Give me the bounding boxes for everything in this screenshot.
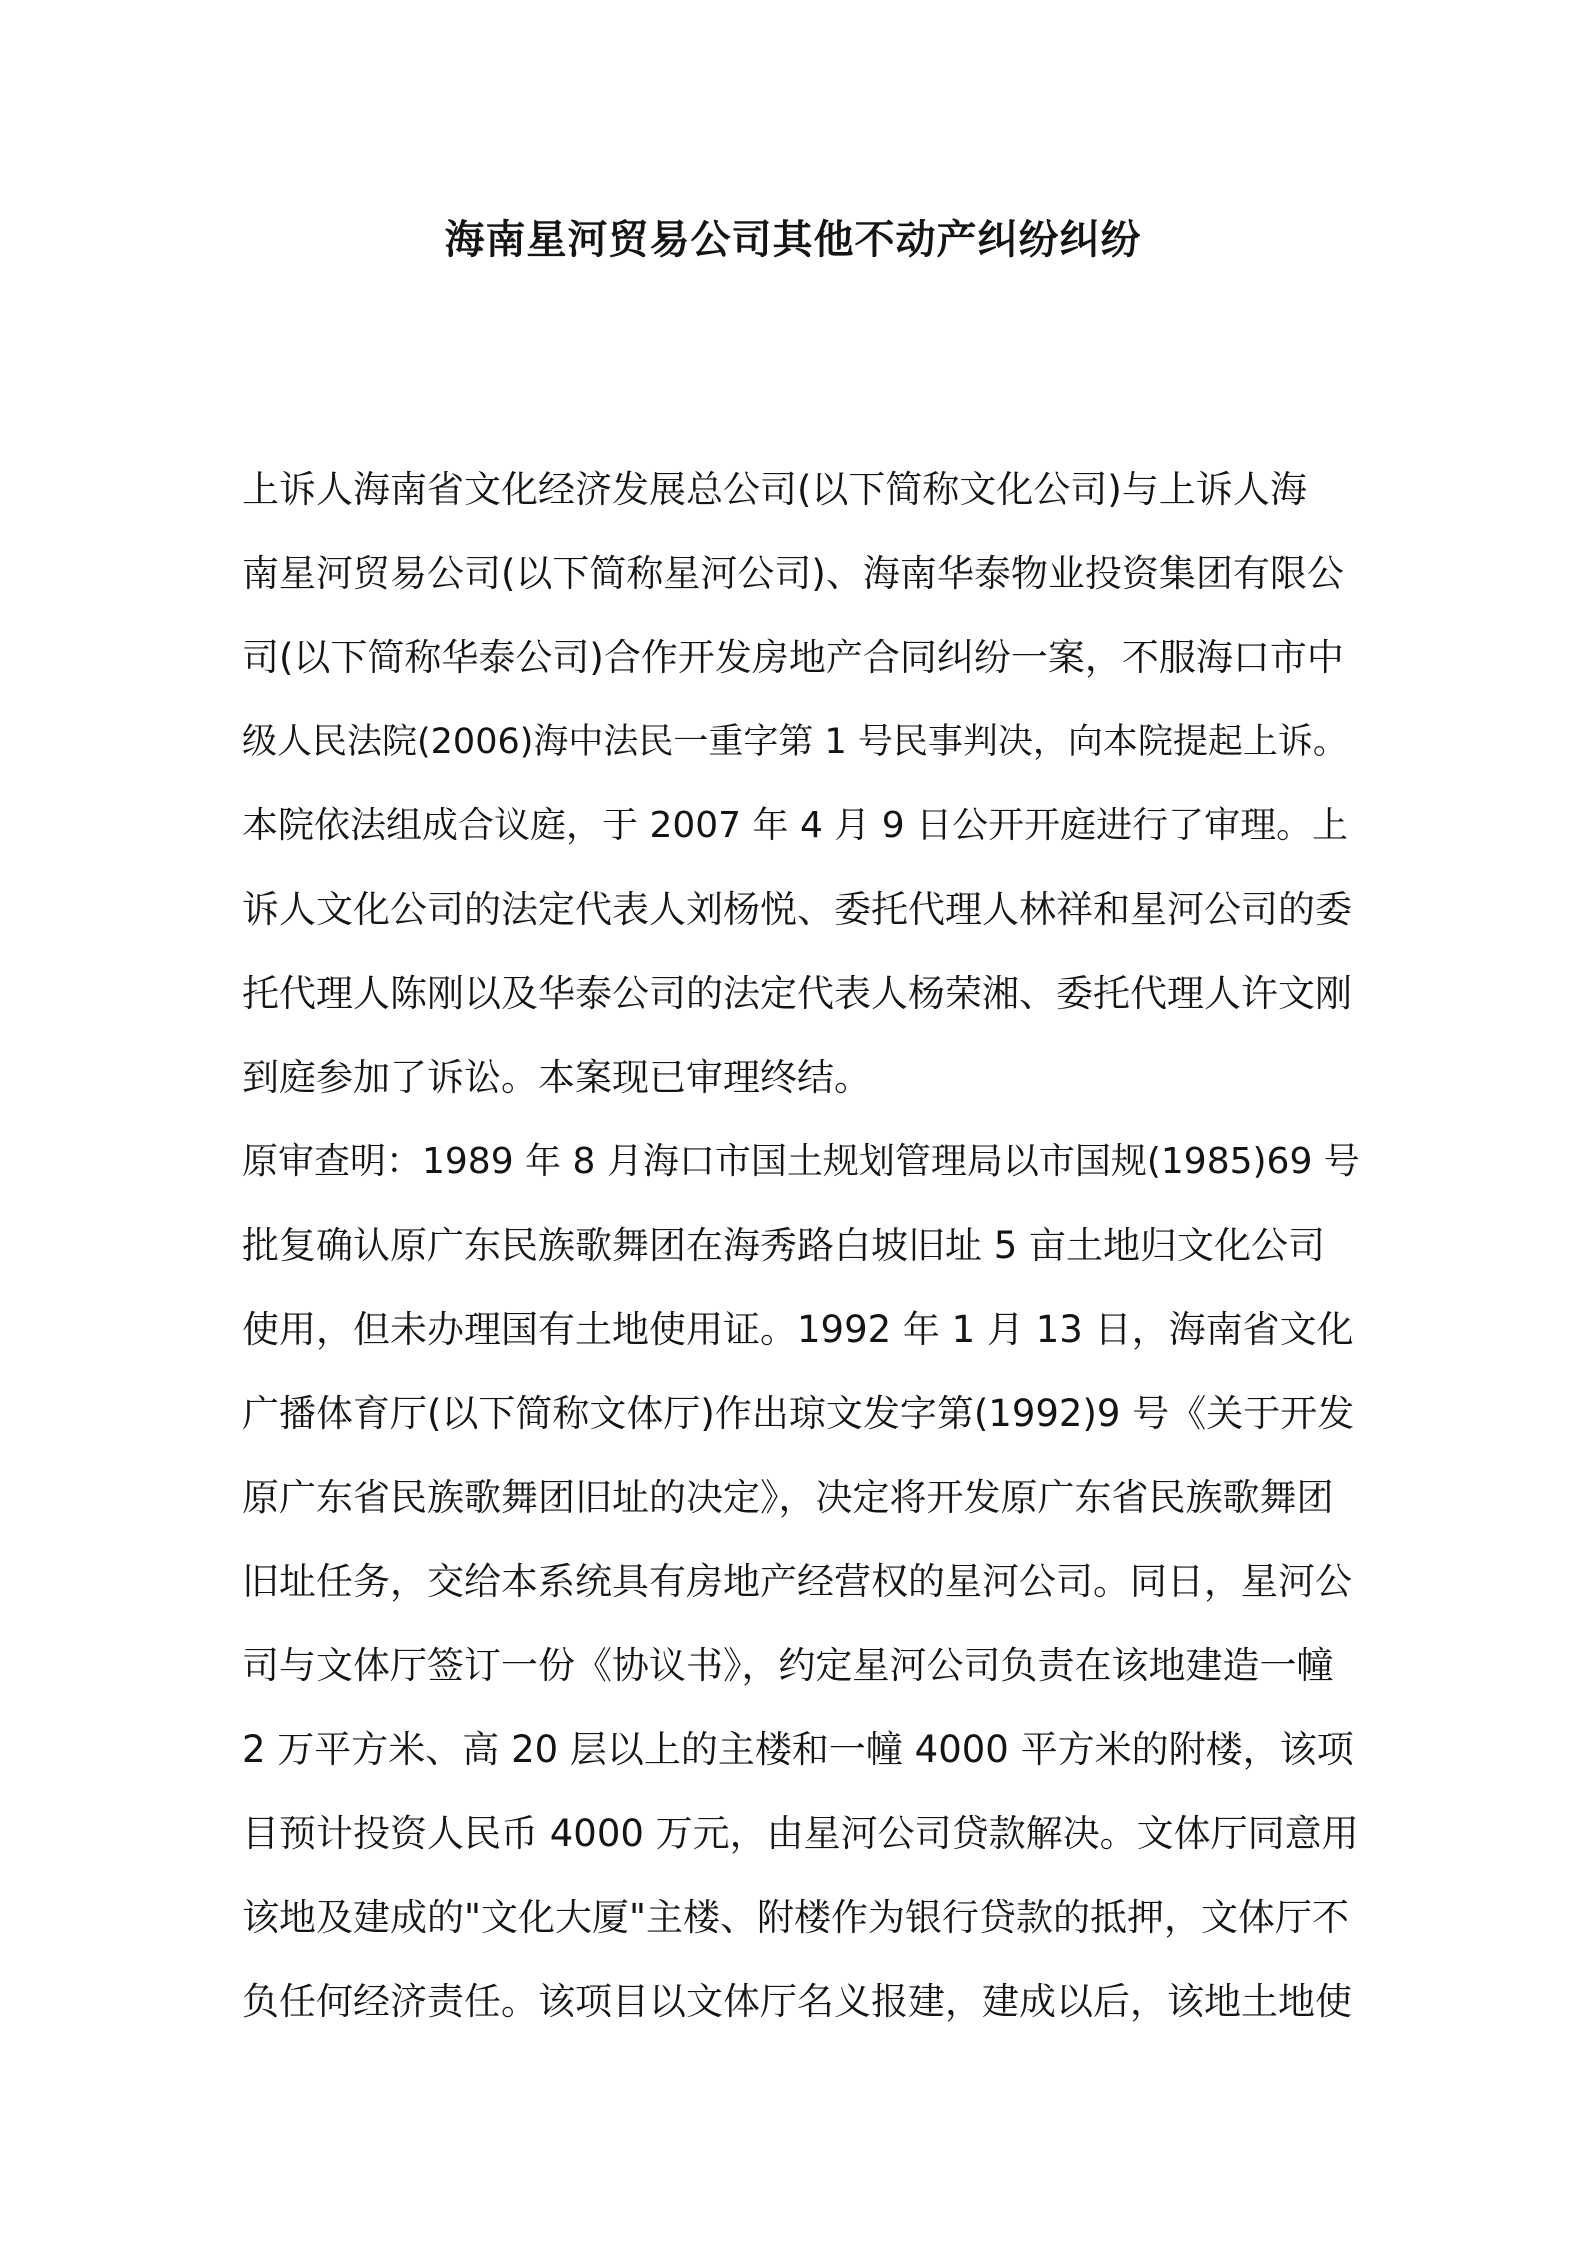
body-line: 司(以下简称华泰公司)合作开发房地产合同纠纷一案，不服海口市中 xyxy=(242,636,1344,679)
body-line: 批复确认原广东民族歌舞团在海秀路白坡旧址 5 亩土地归文化公司 xyxy=(242,1224,1326,1267)
body-line: 该地及建成的"文化大厦"主楼、附楼作为银行贷款的抵押，文体厅不 xyxy=(242,1896,1350,1939)
body-line: 负任何经济责任。该项目以文体厅名义报建，建成以后，该地土地使 xyxy=(242,1980,1352,2023)
body-line: 诉人文化公司的法定代表人刘杨悦、委托代理人林祥和星河公司的委 xyxy=(242,888,1352,931)
body-line: 司与文体厅签订一份《协议书》，约定星河公司负责在该地建造一幢 xyxy=(242,1644,1334,1687)
body-line: 旧址任务，交给本系统具有房地产经营权的星河公司。同日，星河公 xyxy=(242,1560,1352,1603)
body-line: 级人民法院(2006)海中法民一重字第 1 号民事判决，向本院提起上诉。 xyxy=(242,722,1348,762)
body-line: 原广东省民族歌舞团旧址的决定》，决定将开发原广东省民族歌舞团 xyxy=(242,1476,1334,1519)
document-body xyxy=(242,448,1362,2044)
body-line: 使用，但未办理国有土地使用证。1992 年 1 月 13 日，海南省文化 xyxy=(242,1308,1354,1351)
body-line: 广播体育厅(以下简称文体厅)作出琼文发字第(1992)9 号《关于开发 xyxy=(242,1392,1355,1435)
body-line: 到庭参加了诉讼。本案现已审理终结。 xyxy=(242,1056,871,1099)
body-line: 2 万平方米、高 20 层以上的主楼和一幢 4000 平方米的附楼，该项 xyxy=(242,1728,1354,1771)
document-title: 海南星河贸易公司其他不动产纠纷纠纷 xyxy=(444,217,1142,263)
body-line: 本院依法组成合议庭，于 2007 年 4 月 9 日公开开庭进行了审理。上 xyxy=(242,805,1349,846)
body-line: 托代理人陈刚以及华泰公司的法定代表人杨荣湘、委托代理人许文刚 xyxy=(242,972,1352,1015)
body-line: 上诉人海南省文化经济发展总公司(以下简称文化公司)与上诉人海 xyxy=(242,468,1307,511)
body-line: 原审查明：1989 年 8 月海口市国土规划管理局以市国规(1985)69 号 xyxy=(242,1141,1360,1182)
body-line: 目预计投资人民币 4000 万元，由星河公司贷款解决。文体厅同意用 xyxy=(242,1812,1359,1855)
body-line: 南星河贸易公司(以下简称星河公司)、海南华泰物业投资集团有限公 xyxy=(242,552,1344,595)
